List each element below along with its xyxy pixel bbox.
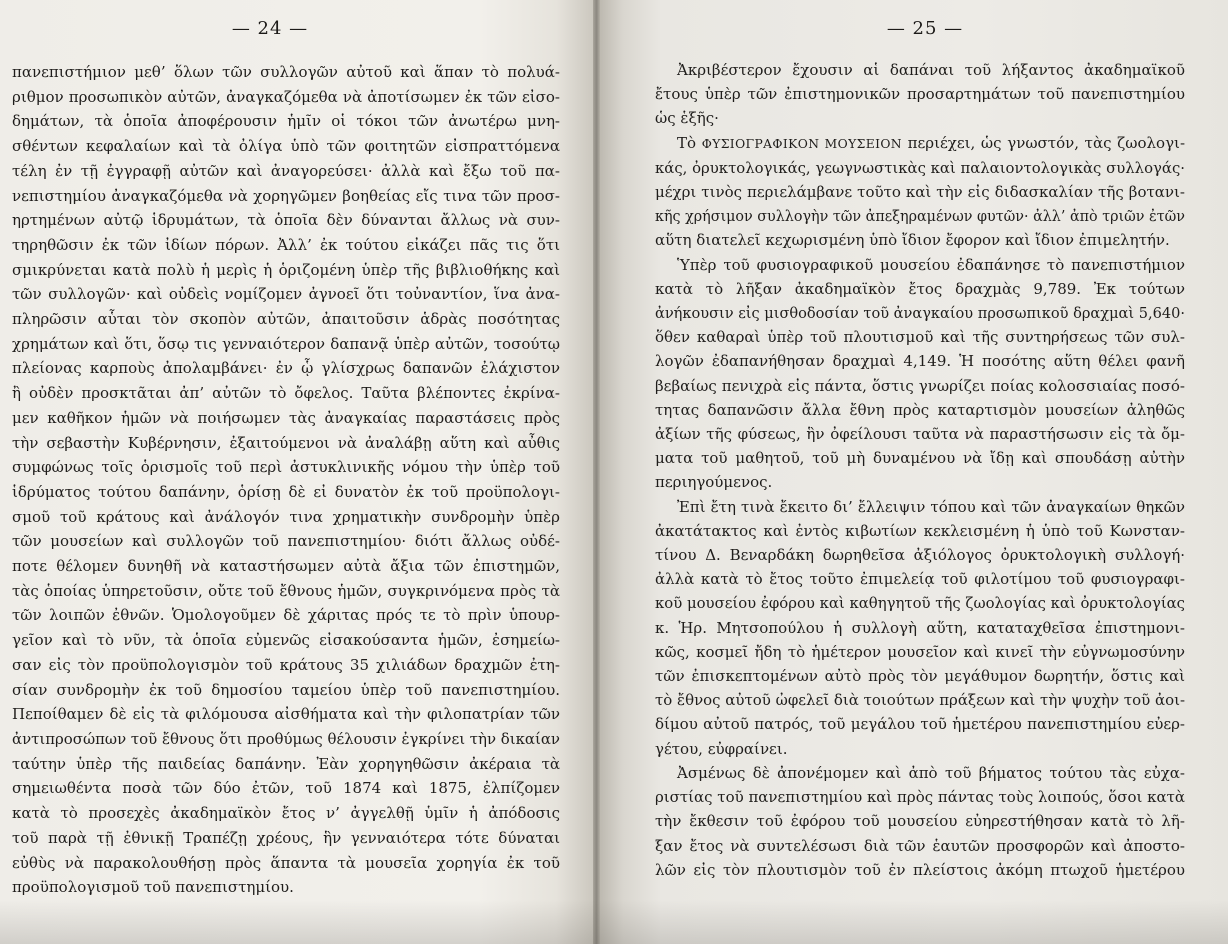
text-line [655,567,1185,591]
paragraph [655,253,1185,495]
text-line [12,258,560,283]
text-line [655,761,1185,785]
line-text: αὕτη διατελεῖ κεχωρισμένη ὑπὸ ἴδιον ἔφορον καὶ ἴδιον ἐπιμελητήν. [655,231,1170,250]
line-text: ματα τοῦ μαθητοῦ, τοῦ μὴ δυναμένου νὰ ἴδῃ καὶ σπουδάσῃ αὐτὴν [655,449,1185,468]
text-line [655,495,1185,519]
line-text: Ἀσμένως δὲ ἀπονέμομεν καὶ ἀπὸ τοῦ βήματος τούτου τὰς εὐχα- [677,763,1185,782]
paragraph [12,60,560,900]
text-line [12,727,560,752]
text-line [12,455,560,480]
line-text: ηρτημένων αὐτῷ ἱδρυμάτων, τὰ ὁποῖα δὲν δύνανται ἄλλως νὰ συν- [12,211,560,230]
text-line [12,381,560,406]
text-line [655,156,1185,180]
line-text: κατὰ τὸ λῆξαν ἀκαδημαϊκὸν ἔτος δραχμὰς 9,789. Ἐκ τούτων [655,279,1185,298]
line-text: τῶν ἐπισκεπτομένων αὐτὸ πρὸς τὸν μεγάθυμον δωρητήν, ὅστις καὶ [655,667,1185,686]
text-line [655,349,1185,373]
text-line [655,82,1185,106]
text-line [12,60,560,85]
text-line [655,325,1185,349]
line-text: γεῖον καὶ τὸ νῦν, τὰ ὁποῖα εὐμενῶς εἰσακούσαντα ἡμῶν, ἐσημείω- [12,631,560,650]
book-gutter [593,0,600,944]
line-text: γέτου, εὐφραίνει. [655,739,788,758]
text-line [655,616,1185,640]
text-line [12,307,560,332]
line-text: σαν εἰς τὸν προϋπολογισμὸν τοῦ κράτους 35 χιλιάδων δραχμῶν ἐτη- [12,655,560,674]
line-text: χρημάτων καὶ ὅτι, ὅσῳ τις γενναιότερον δαπανᾷ ὑπὲρ αὐτῶν, τοσούτῳ [12,334,560,353]
line-text: κοῦ μουσείου ἐφόρου καὶ καθηγητοῦ τῆς ζωολογίας καὶ ὀρυκτολογίας [655,594,1185,613]
text-line [655,591,1185,615]
line-text: τίνου Δ. Βεναρδάκη δωρηθεῖσα ἀξιόλογος ὀρυκτολογικὴ συλλογή· [655,546,1185,565]
text-line [655,446,1185,470]
line-text: κῆς χρήσιμον συλλογὴν τῶν ἀπεξηραμένων φυτῶν· ἀλλ’ ἀπὸ τριῶν ἐτῶν [655,207,1185,226]
line-text: ἱδρύματος τούτου δαπάνην, ὁρίσῃ δὲ εἰ δυνατὸν ἐκ τοῦ προϋπολογι- [12,482,560,501]
text-line [655,737,1185,761]
line-text: ἀνήκουσιν εἰς μισθοδοσίαν τοῦ ἀναγκαίου προσωπικοῦ δραχμαὶ 5,640· [655,304,1185,323]
line-text: ἀντιπροσώπων τοῦ ἔθνους ὅτι προθύμως θέλουσιν ἐγκρίνει τὴν δικαίαν [12,729,560,748]
text-line [655,106,1185,130]
text-line [655,519,1185,543]
line-text: συμφώνως τοῖς ὁρισμοῖς τοῦ περὶ ἀστυκλινικῆς νόμου τὴν ὑπὲρ τοῦ [12,458,560,477]
text-line [655,204,1185,228]
left-page [0,0,598,944]
line-text: ἀξίων τῆς φύσεως, ἣν ὀφείλουσι ταῦτα νὰ παραστήσωσιν εἰς τὰ ὄμ- [655,425,1185,444]
text-line [12,332,560,357]
line-text: ἔτους ὑπὲρ τῶν ἐπιστημονικῶν προσαρτημάτων τοῦ πανεπιστημίου [655,85,1185,104]
text-line [12,480,560,505]
text-line [12,678,560,703]
line-text: τὴν σεβαστὴν Κυβέρνησιν, ἐξαιτούμενοι νὰ ἀναλάβῃ αὕτη καὶ αὖθις [12,433,560,452]
text-line [655,809,1185,833]
line-text: Ὑπὲρ τοῦ φυσιογραφικοῦ μουσείου ἐδαπάνησε τὸ πανεπιστήμιον [677,255,1185,274]
line-text: εὐθὺς νὰ παρακολουθήσῃ πρὸς ἅπαντα τὰ μουσεῖα χορηγία ἐκ τοῦ [12,853,560,872]
text-line [12,109,560,134]
text-line [655,543,1185,567]
text-line [12,406,560,431]
line-text: πανεπιστήμιον μεθ’ ὅλων τῶν συλλογῶν αὐτοῦ καὶ ἅπαν τὸ πολυά- [12,63,560,81]
line-text: ταύτην ὑπὲρ τῆς παιδείας δαπάνην. Ἐὰν χορηγηθῶσιν ἀκέραια τὰ [12,754,560,773]
text-line [655,664,1185,688]
line-text: σημειωθέντα ποσὰ τῶν δύο ἐτῶν, τοῦ 1874 καὶ 1875, ἐλπίζομεν [12,779,560,798]
text-line [12,85,560,110]
line-text: σμοῦ τοῦ κράτους καὶ ἀνάλογόν τινα χρηματικὴν συνδρομὴν ὑπὲρ [12,507,560,526]
text-line [655,228,1185,252]
text-line [12,159,560,184]
line-text: κῶς, κοσμεῖ ἤδη τὸ ἡμέτερον μουσεῖον καὶ κινεῖ τὴν εὐγνωμοσύνην [655,642,1185,661]
text-line [655,785,1185,809]
line-text: μεν καθῆκον ἡμῶν νὰ ποιήσωμεν τὰς ἀναγκαίας παραστάσεις πρὸς [12,408,560,427]
text-line [12,208,560,233]
text-line [12,826,560,851]
line-text: τοῦ παρὰ τῇ ἐθνικῇ Τραπέζῃ χρέους, ἣν γενναιότερα τότε δύναται [12,828,560,847]
text-line [12,233,560,258]
scan-edge-shadow [0,900,1228,944]
line-text: σίαν συνδρομὴν ἐκ τοῦ δημοσίου ταμείου ὑπὲρ τοῦ πανεπιστημίου. [12,680,560,699]
line-text: ριστίας τοῦ πανεπιστημίου καὶ πρὸς πάντας τοὺς λοιπούς, ὅσοι κατὰ [655,788,1185,807]
line-text: ποτε θέλομεν δυνηθῆ νὰ καταστήσωμεν αὐτὰ ἄξια τῶν ἐπιστημῶν, [12,557,560,576]
right-page [598,0,1228,944]
line-text: νεπιστημίου ἀναγκαζόμεθα νὰ χορηγῶμεν βοηθείας εἴς τινα τῶν προσ- [12,186,560,205]
line-text: ἢ οὐδὲν προσκτᾶται ἀπ’ αὐτῶν τὸ ὄφελος. Ταῦτα βλέποντες ἐκρίνα- [12,384,560,403]
text-line [12,702,560,727]
line-text: τῶν λοιπῶν ἐθνῶν. Ὁμολογοῦμεν δὲ χάριτας πρός τε τὸ πρὶν ὑπουρ- [12,606,560,625]
line-text: τῶν συλλογῶν· καὶ οὐδεὶς νομίζομεν ἀγνοεῖ ὅτι τοὐναντίον, ἵνα ἀνα- [12,285,560,304]
line-text: ὅθεν καθαραὶ ὑπὲρ τοῦ πλουτισμοῦ καὶ τῆς συντηρήσεως τῶν συλ- [655,328,1185,347]
line-text: Ἐπὶ ἔτη τινὰ ἔκειτο δι’ ἔλλειψιν τόπου καὶ τῶν ἀναγκαίων θηκῶν [677,497,1185,516]
text-line [12,653,560,678]
paragraph [655,58,1185,131]
paragraph [655,761,1185,882]
page-text [12,60,560,900]
text-line [655,374,1185,398]
line-text: κ. Ἡρ. Μητσοπούλου ἡ συλλογὴ αὕτη, καταταχθεῖσα ἐπιστημονι- [655,618,1185,637]
text-line [12,184,560,209]
paragraph [655,131,1185,253]
text-line [655,640,1185,664]
text-line [12,282,560,307]
text-line [12,603,560,628]
paragraph [655,495,1185,761]
text-line [655,180,1185,204]
line-text: Ἀκριβέστερον ἔχουσιν αἱ δαπάναι τοῦ λήξαντος ἀκαδημαϊκοῦ [677,61,1185,79]
text-line [12,801,560,826]
text-line [655,131,1185,156]
text-line [12,431,560,456]
line-text: λογῶν ἐδαπανήθησαν δραχμαὶ 4,149. Ἡ ποσότης αὕτη θέλει φανῆ [655,352,1185,371]
line-text: λῶν εἰς τὸν πλουτισμὸν τοῦ ἐν πλείστοις ἀκόμη πτωχοῦ ἡμετέρου [655,860,1185,879]
text-line [655,277,1185,301]
line-text: περιηγούμενος. [655,473,773,492]
line-text: πληρῶσιν αὗται τὸν σκοπὸν αὐτῶν, ἀπαιτοῦσιν ἁδρὰς ποσότητας [12,310,560,329]
text-line [12,776,560,801]
line-text: κάς, ὀρυκτολογικάς, γεωγνωστικὰς καὶ παλαιοντολογικὰς συλλογάς· [655,158,1185,177]
text-line [655,422,1185,446]
line-text: Τὸ ΦΥΣΙΟΓΡΑΦΙΚΟΝ ΜΟΥΣΕΙΟΝ περιέχει, ὡς γνωστόν, τὰς ζωολογι- [677,133,1186,152]
line-text: ὡς ἑξῆς· [655,109,719,128]
line-text: ἀκατάτακτος καὶ ἐντὸς κιβωτίων κεκλεισμένη ἡ ὑπὸ τοῦ Κωνσταν- [655,521,1185,540]
line-text: ξαν ἔτος νὰ συντελέσωσι διὰ τῶν ἑαυτῶν προσφορῶν καὶ ἀποστο- [655,836,1185,855]
text-line [655,470,1185,494]
line-text: τὴν ἔκθεσιν τοῦ ἐφόρου τοῦ μουσείου εὐηρεστήθησαν κατὰ τὸ λῆ- [655,812,1185,831]
page-number: — 25 — [886,18,964,39]
line-text: τητας δαπανῶσιν ἄλλα ἔθνη πρὸς καταρτισμὸν μουσείων ἀληθῶς [655,400,1185,419]
text-line [655,712,1185,736]
line-text: πλείονας καρποὺς ἀπολαμβάνει· ἐν ᾧ γλίσχρως δαπανῶν ἐλάχιστον [12,359,560,378]
line-text: σθέντων κεφαλαίων καὶ τὰ ὀλίγα ὑπὸ τῶν φοιτητῶν εἰσπραττόμενα [12,137,560,156]
text-line [12,356,560,381]
text-line [655,398,1185,422]
text-line [655,858,1185,882]
page-number: — 24 — [231,18,309,39]
line-text: τὸ ἔθνος αὐτοῦ ὠφελεῖ διὰ τοιούτων πράξεων καὶ τὴν ψυχὴν τοῦ ἀοι- [655,691,1185,710]
line-text: τέλη ἐν τῇ ἐγγραφῇ αὐτῶν καὶ ἀναγορεύσει· ἀλλὰ καὶ ἔξω τοῦ πα- [12,161,560,180]
line-text: ἀλλὰ κατὰ τὸ ἔτος τοῦτο ἐπιμελείᾳ τοῦ φιλοτίμου τοῦ φυσιογραφι- [655,570,1185,589]
line-text: προϋπολογισμοῦ τοῦ πανεπιστημίου. [12,878,294,897]
line-text: τὰς ὁποίας ὑπηρετοῦσιν, οὔτε τοῦ ἔθνους ἡμῶν, συγκρινόμενα πρὸς τὰ [12,581,560,600]
text-line [12,529,560,554]
text-line [655,688,1185,712]
text-line [12,752,560,777]
text-line [12,134,560,159]
page-text [655,58,1185,882]
text-line [12,628,560,653]
line-text: κατὰ τὸ προσεχὲς ἀκαδημαϊκὸν ἔτος ν’ ἀγγελθῇ ὑμῖν ἡ ἀπόδοσις [12,804,560,823]
text-line [655,834,1185,858]
line-text: Πεποίθαμεν δὲ εἰς τὰ φιλόμουσα αἰσθήματα καὶ τὴν φιλοπατρίαν τῶν [12,705,560,724]
line-text: ριθμον προσωπικὸν αὐτῶν, ἀναγκαζόμεθα νὰ ἀποτίσωμεν ἐκ τῶν εἰσο- [12,87,560,106]
line-text: σμικρύνεται κατὰ πολὺ ἡ μερὶς ἡ ὁριζομένη ὑπὲρ τῆς βιβλιοθήκης καὶ [12,260,560,279]
text-line [12,505,560,530]
text-line [12,579,560,604]
text-line [12,875,560,900]
text-line [655,58,1185,82]
line-text: δίμου αὐτοῦ πατρός, τοῦ μεγάλου τοῦ ἡμετέρου πανεπιστημίου εὐερ- [655,715,1185,734]
line-text: μέχρι τινὸς περιελάμβανε τοῦτο καὶ τὴν εἰς διδασκαλίαν τῆς βοτανι- [655,183,1185,202]
text-line [655,253,1185,277]
text-line [655,301,1185,325]
text-line [12,851,560,876]
line-text: βεβαίως πενιχρὰ εἰς πάντα, ὅστις γνωρίζει ποίας κολοσσιαίας ποσό- [655,376,1185,395]
line-text: τῶν μουσείων καὶ συλλογῶν τοῦ πανεπιστημίου· διότι ἄλλως οὐδέ- [12,532,560,551]
line-text: τηρηθῶσιν ἐκ τῶν ἰδίων πόρων. Ἀλλ’ ἐκ τούτου εἰκάζει πᾶς τις ὅτι [12,235,560,254]
text-line [12,554,560,579]
line-text: δημάτων, τὰ ὁποῖα ἀποφέρουσιν ἡμῖν οἱ τόκοι τῶν ἀνωτέρω μνη- [12,112,560,131]
